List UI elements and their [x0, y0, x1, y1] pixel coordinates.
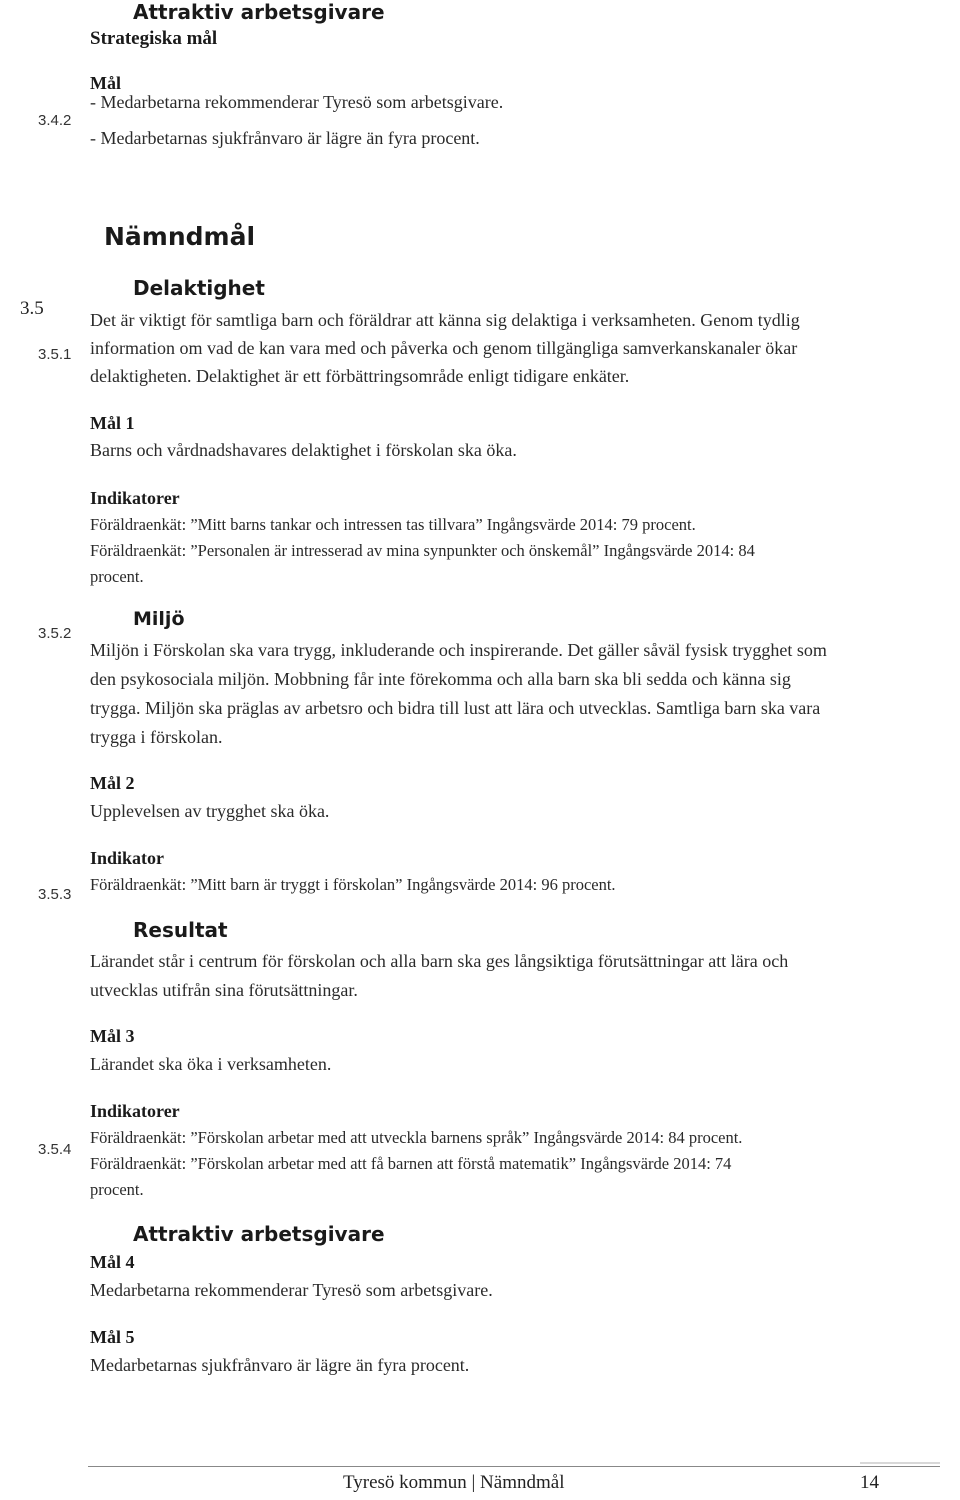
indicators-label-3: Indikatorer: [90, 1101, 180, 1121]
heading-delaktighet: Delaktighet: [133, 276, 265, 300]
goal-label-top: Mål: [90, 73, 121, 93]
goal-text-5: Medarbetarnas sjukfrånvaro är lägre än fyra procent.: [90, 1355, 470, 1375]
indicator-line: Föräldraenkät: ”Förskolan arbetar med att få barnen att förstå matematik” Ingångsvärde 2014: 74: [90, 1154, 732, 1173]
list-item: - Medarbetarna rekommenderar Tyresö som arbetsgivare.: [90, 92, 504, 112]
section-number-3-5-4: 3.5.4: [38, 1141, 72, 1158]
indicator-line: Föräldraenkät: ”Mitt barns tankar och intressen tas tillvara” Ingångsvärde 2014: 79 procent.: [90, 515, 696, 534]
page-number: 14: [860, 1472, 879, 1493]
goal-text-1: Barns och vårdnadshavares delaktighet i förskolan ska öka.: [90, 440, 517, 460]
goal-text-4: Medarbetarna rekommenderar Tyresö som arbetsgivare.: [90, 1280, 493, 1300]
paragraph-line: Miljön i Förskolan ska vara trygg, inkluderande och inspirerande. Det gäller såväl fysisk trygghet som: [90, 640, 827, 660]
indicator-line: procent.: [90, 567, 144, 586]
paragraph-line: trygga. Miljön ska präglas av arbetsro och bidra till lust att lära och utvecklas. Samtliga barn ska vara: [90, 698, 821, 718]
list-item: - Medarbetarnas sjukfrånvaro är lägre än fyra procent.: [90, 128, 480, 148]
indicator-line: Föräldraenkät: ”Förskolan arbetar med att utveckla barnens språk” Ingångsvärde 2014: 84 procent.: [90, 1128, 743, 1147]
paragraph-line: information om vad de kan vara med och påverka och genom tillgängliga samverkanskanaler ökar: [90, 338, 798, 358]
paragraph-line: Lärandet står i centrum för förskolan och alla barn ska ges långsiktiga förutsättningar att lära och: [90, 951, 789, 971]
footer-accent-rule: [860, 1462, 940, 1464]
section-number-3-5-2: 3.5.2: [38, 625, 72, 642]
footer-rule: [88, 1466, 940, 1467]
indicator-line: Föräldraenkät: ”Personalen är intresserad av mina synpunkter och önskemål” Ingångsvärde 2014: 84: [90, 541, 755, 560]
goal-label-2: Mål 2: [90, 773, 135, 793]
heading-resultat: Resultat: [133, 918, 228, 942]
indicator-line: procent.: [90, 1180, 144, 1199]
indicators-label-2: Indikator: [90, 848, 165, 868]
section-number-3-4-2: 3.4.2: [38, 112, 72, 129]
section-title-namndmal: Nämndmål: [104, 222, 256, 251]
subheading-strategiska-mal: Strategiska mål: [90, 28, 218, 49]
heading-attraktiv-arbetsgivare-top: Attraktiv arbetsgivare: [133, 0, 385, 24]
footer-text: Tyresö kommun | Nämndmål: [343, 1472, 565, 1493]
paragraph-line: Det är viktigt för samtliga barn och föräldrar att känna sig delaktiga i verksamheten. Genom tydlig: [90, 310, 800, 330]
paragraph-line: utvecklas utifrån sina förutsättningar.: [90, 980, 358, 1000]
goal-text-3: Lärandet ska öka i verksamheten.: [90, 1054, 332, 1074]
indicator-line: Föräldraenkät: ”Mitt barn är tryggt i förskolan” Ingångsvärde 2014: 96 procent.: [90, 875, 616, 894]
goal-label-4: Mål 4: [90, 1252, 135, 1272]
section-number-3-5: 3.5: [20, 298, 44, 319]
heading-miljo: Miljö: [133, 608, 185, 630]
section-number-3-5-3: 3.5.3: [38, 886, 72, 903]
goal-label-1: Mål 1: [90, 413, 135, 433]
paragraph-line: trygga i förskolan.: [90, 727, 223, 747]
heading-attraktiv-arbetsgivare: Attraktiv arbetsgivare: [133, 1222, 385, 1246]
section-number-3-5-1: 3.5.1: [38, 346, 72, 363]
goal-text-2: Upplevelsen av trygghet ska öka.: [90, 801, 330, 821]
paragraph-line: delaktigheten. Delaktighet är ett förbättringsområde enligt tidigare enkäter.: [90, 366, 630, 386]
indicators-label-1: Indikatorer: [90, 488, 180, 508]
goal-label-5: Mål 5: [90, 1327, 135, 1347]
paragraph-line: den psykosociala miljön. Mobbning får inte förekomma och alla barn ska bli sedda och känna sig: [90, 669, 791, 689]
goal-label-3: Mål 3: [90, 1026, 135, 1046]
